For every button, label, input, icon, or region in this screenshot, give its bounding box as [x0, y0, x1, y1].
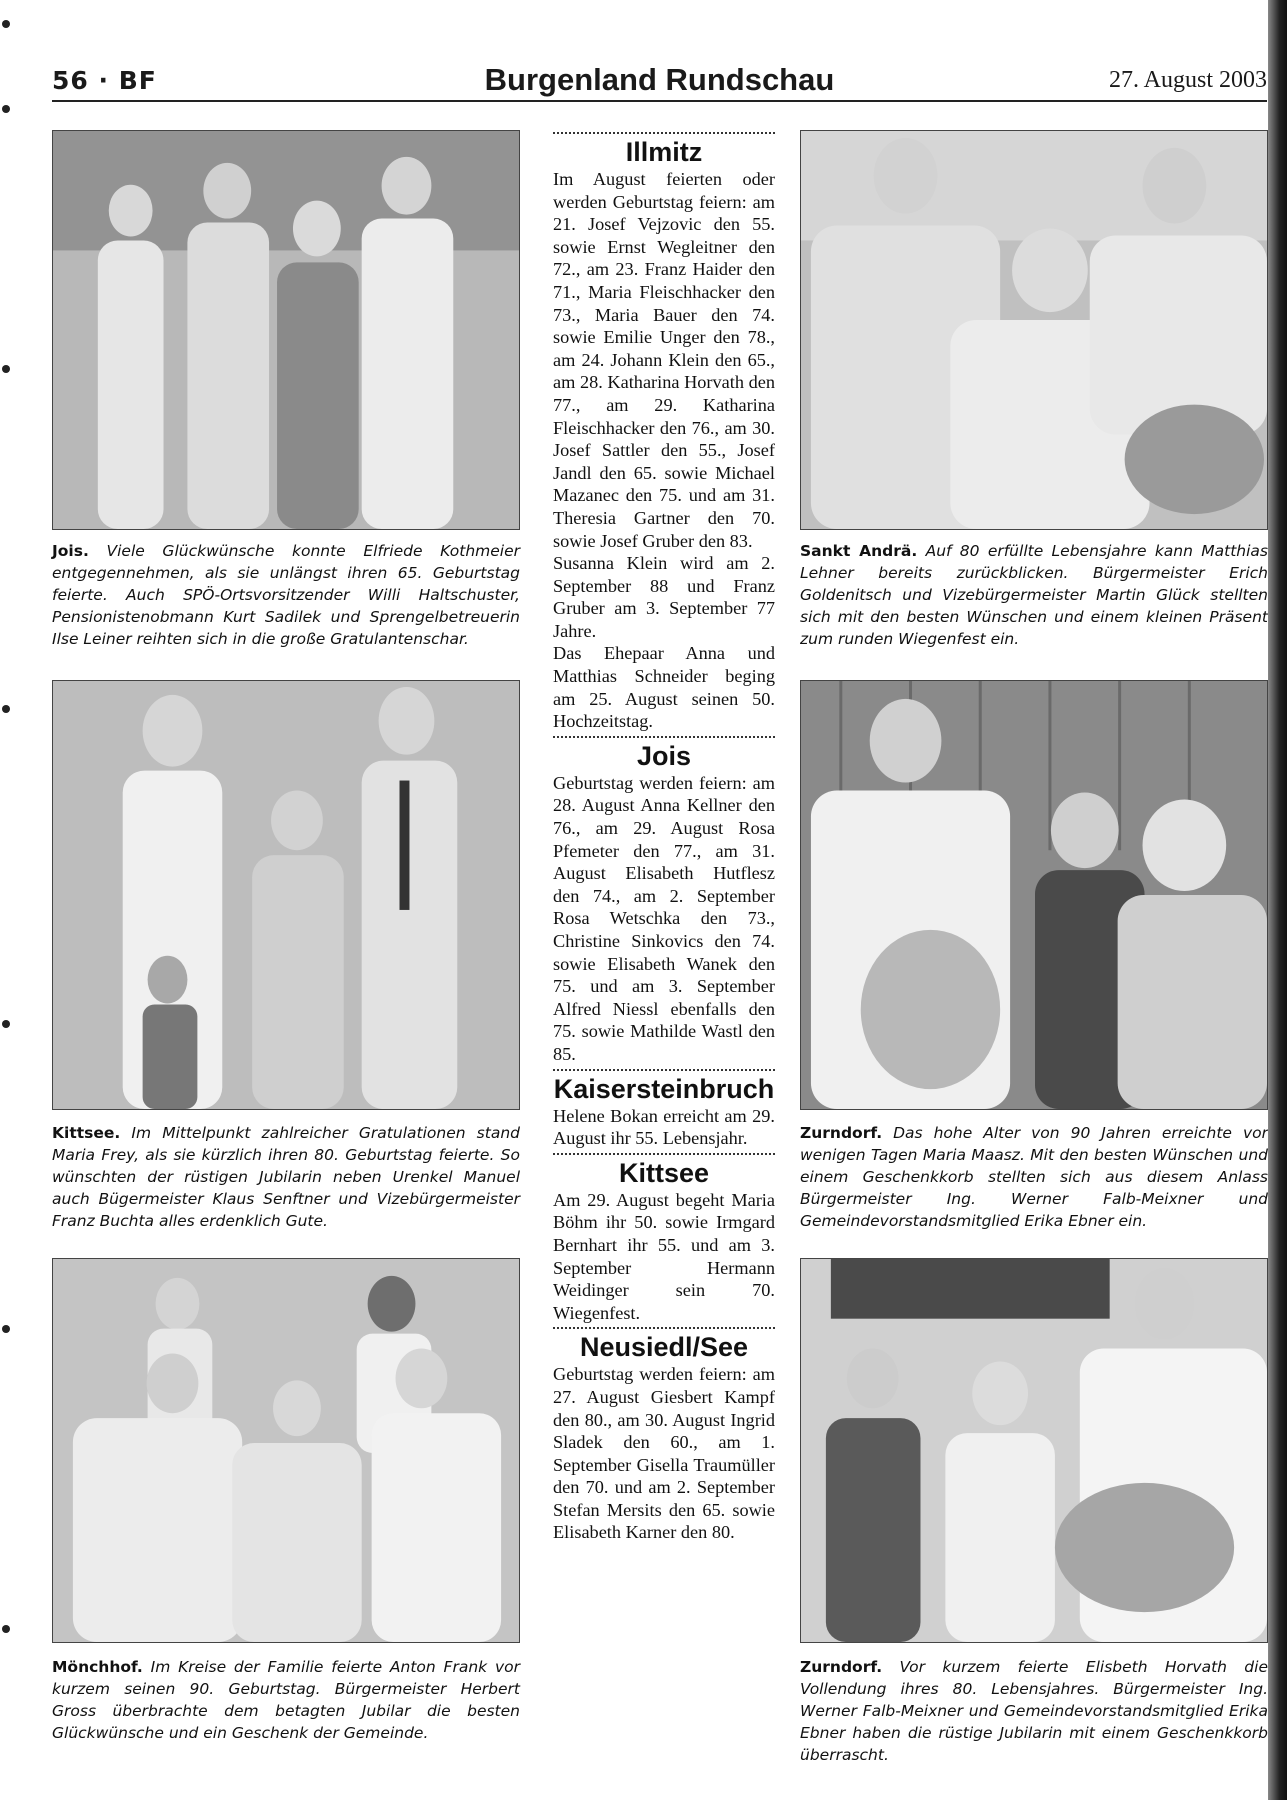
section-title: Illmitz [625, 137, 703, 167]
photo-moenchhof [52, 1258, 520, 1643]
section-paragraph: Geburtstag werden feiern: am 28. August Anna Kellner den 76., am 29. August Rosa Pfemeter den 77., am 31. August Elisabeth Hutflesz den 74., am 2. September Rosa Wetschka den 73., Christine Sinkovics den 74. sowie Elisabeth Wanek den 75. und am 3. September Alfred Niessl ebenfalls den 75. sowie Mathilde Wastl den 85. [553, 772, 775, 1064]
punch-mark [2, 1020, 10, 1028]
issue-date: 27. August 2003 [1108, 67, 1267, 93]
section-title: Kaisersteinbruch [553, 1073, 775, 1104]
caption-jois [52, 540, 520, 650]
caption-text: Das hohe Alter von 90 Jahren erreichte vor wenigen Tagen Maria Maasz. Mit den besten Wünschen und einem Geschenkkorb stellten sich aus diesem Anlass Bürgermeister Ing. Werner Falb-Meixner und Gemeindevorstandsmitglied Erika Ebner ein. [800, 1124, 1268, 1230]
caption-kittsee [52, 1122, 520, 1232]
section-paragraph: Geburtstag werden feiern: am 27. August Giesbert Kampf den 80., am 30. August Ingrid Sladek den 60., am 1. September Gisella Traumüller den 70. und am 2. September Stefan Mersits den 65. sowie Elisabeth Karner den 80. [553, 1364, 775, 1543]
caption-place: Kittsee. [52, 1124, 121, 1142]
section-title: Neusiedl/See [579, 1332, 749, 1363]
caption-place: Zurndorf. [800, 1124, 883, 1142]
caption-place: Mönchhof. [52, 1658, 143, 1676]
photo-zurndorf-maasz [800, 680, 1268, 1110]
section-kittsee [553, 1153, 775, 1325]
section-title: Jois [636, 740, 692, 771]
caption-place: Sankt Andrä. [800, 542, 918, 560]
section-paragraph: Am 29. August begeht Maria Böhm ihr 50. sowie Irmgard Bernhart ihr 55. und am 3. September Hermann Weidinger sein 70. Wiegenfest. [553, 1189, 775, 1323]
section-neusiedl-see [553, 1327, 775, 1544]
caption-text: Im Mittelpunkt zahlreicher Gratulationen stand Maria Frey, als sie kürzlich ihren 80. Geburtstag feierte. So wünschten der rüstigen Jubilarin neben Urenkel Manuel auch Bügermeister Klaus Senftner und Vizebürgermeister Franz Buchta alles erdenklich Gute. [52, 1124, 520, 1230]
punch-mark [2, 1325, 10, 1333]
photo-jois [52, 130, 520, 530]
caption-moenchhof [52, 1656, 520, 1744]
birthday-listings [553, 132, 775, 1544]
section-paragraph: Das Ehepaar Anna und Matthias Schneider beging am 25. August seinen 50. Hochzeitstag. [553, 643, 775, 732]
punch-mark [2, 1625, 10, 1633]
section-paragraph: Helene Bokan erreicht am 29. August ihr 55. Lebensjahr. [553, 1105, 775, 1149]
punch-mark [2, 105, 10, 113]
punch-mark [2, 365, 10, 373]
caption-place: Zurndorf. [800, 1658, 883, 1676]
punch-mark [2, 20, 10, 28]
caption-text: Im Kreise der Familie feierte Anton Frank vor kurzem seinen 90. Geburtstag. Bürgermeister Herbert Gross überbrachte dem betagten Jubilar die besten Glückwünsche und ein Geschenk der Gemeinde. [52, 1658, 520, 1742]
page-edge-shadow [1268, 0, 1287, 1800]
section-kaisersteinbruch [553, 1069, 775, 1150]
photo-sankt-andrae [800, 130, 1268, 530]
section-paragraph: Im August feierten oder werden Geburtstag feiern: am 21. Josef Vejzovic den 55. sowie Ernst Wegleitner den 72., am 23. Franz Haider den 71., Maria Fleischhacker den 73., Maria Bauer den 74. sowie Emilie Unger den 78., am 24. Johann Klein den 65., am 28. Katharina Horvath den 77., am 29. Katharina Fleischhacker den 76., am 30. Josef Sattler den 55., Josef Jandl den 65. sowie Michael Mazanec den 75. und am 31. Theresia Gartner den 70. sowie Josef Gruber den 83. [553, 169, 775, 551]
section-jois [553, 736, 775, 1066]
photo-zurndorf-horvath [800, 1258, 1268, 1643]
page-number: 56 · BF [52, 66, 157, 95]
caption-text: Auf 80 erfüllte Lebensjahre kann Matthias Lehner bereits zurückblicken. Bürgermeister Erich Goldenitsch und Vizebürgermeister Martin Glück stellten sich mit den besten Wünschen und einem kleinen Präsent zum runden Wiegenfest ein. [800, 542, 1268, 648]
caption-text: Vor kurzem feierte Elisbeth Horvath die Vollendung ihres 80. Lebensjahres. Bürgermeister Ing. Werner Falb-Meixner und Gemeindevorstandsmitglied Erika Ebner haben die rüstige Jubilarin mit einem Geschenkkorb überrascht. [800, 1658, 1268, 1764]
section-illmitz [553, 132, 775, 733]
caption-place: Jois. [52, 542, 89, 560]
caption-zurndorf-horvath [800, 1656, 1268, 1766]
punch-mark [2, 705, 10, 713]
newspaper-title: Burgenland Rundschau [484, 62, 835, 97]
caption-text: Viele Glückwünsche konnte Elfriede Kothmeier entgegennehmen, als sie unlängst ihren 65. Geburtstag feierte. Auch SPÖ-Ortsvorsitzender Willi Haltschuster, Pensionistenobmann Kurt Sadilek und Sprengelbetreuerin Ilse Leiner reihten sich in die große Gratulantenschar. [52, 542, 520, 648]
section-title: Kittsee [618, 1157, 710, 1188]
caption-zurndorf-maasz [800, 1122, 1268, 1232]
page-header [52, 62, 1267, 102]
photo-kittsee [52, 680, 520, 1110]
caption-sankt-andrae [800, 540, 1268, 650]
section-paragraph: Susanna Klein wird am 2. September 88 und Franz Gruber am 3. September 77 Jahre. [553, 553, 775, 641]
